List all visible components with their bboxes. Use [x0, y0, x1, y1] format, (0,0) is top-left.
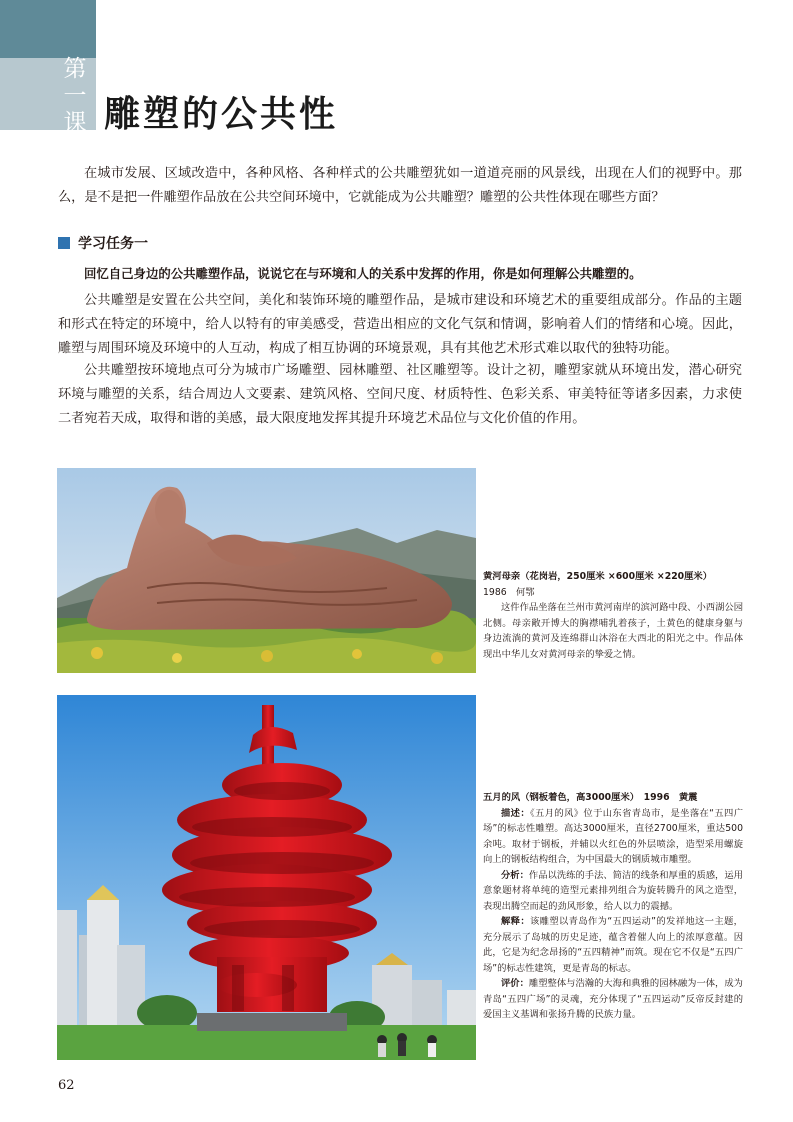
- section-heading-label: 学习任务一: [78, 236, 148, 252]
- figure2-caption: [483, 790, 743, 1023]
- page-title: 雕塑的公共性: [104, 93, 339, 135]
- figure1-meta: 1986 何鄂: [483, 586, 535, 598]
- figure2-section: [483, 806, 743, 868]
- body-paragraph: 公共雕塑是安置在公共空间，美化和装饰环境的雕塑作品，是城市建设和环境艺术的重要组成部分。作品的主题和形式在特定的环境中，给人以特有的审美感受，营造出相应的文化气氛和情调，影响着人们的情绪和心境。因此，雕塑与周围环境及环境中的人互动，构成了相互协调的环境景观，具有其他艺术形式难以取代的独特功能。: [58, 293, 742, 356]
- figure2-section-label: 描述：: [501, 807, 531, 819]
- figure2-section-label: 分析：: [501, 869, 529, 881]
- intro-paragraph: 在城市发展、区域改造中，各种风格、各种样式的公共雕塑犹如一道道亮丽的风景线，出现在人们的视野中。那么，是不是把一件雕塑作品放在公共空间环境中，它就能成为公共雕塑？雕塑的公共性体现在哪些方面？: [58, 166, 742, 205]
- figure2-section-label: 解释：: [501, 916, 530, 927]
- figure1-title: 黄河母亲（花岗岩，250厘米 ×600厘米 ×220厘米）: [483, 571, 713, 582]
- lesson-char: 一: [63, 83, 87, 109]
- may-wind-photo: [57, 695, 476, 1060]
- figure2-section-text: 作品以洗练的手法、简洁的线条和厚重的质感，运用意象题材将单纯的造型元素排列组合为旋转腾升的风之造型，表现出腾空而起的劲风形象，给人以力的震撼。: [483, 869, 743, 912]
- figure1-caption: [483, 569, 743, 662]
- page-number: 62: [58, 1078, 75, 1093]
- figure2-section-text: 该雕塑以青岛作为“五四运动”的发祥地这一主题，充分展示了岛城的历史足迹，蕴含着催人向上的浓厚意蕴。因此，它是为纪念昂扬的“五四精神”而筑。现在它不仅是“五四广场”的标志性建筑，更是青岛的标志。: [483, 916, 743, 974]
- figure2-section-text: 《五月的风》位于山东省青岛市，是坐落在“五四广场”的标志性雕塑。高达3000厘米，直径2700厘米，重达500余吨。取材于钢板，并辅以火红色的外层喷涂，造型采用螺旋向上的钢板结构组合，为中国最大的钢质城市雕塑。: [483, 807, 743, 865]
- body-paragraph: 公共雕塑按环境地点可分为城市广场雕塑、园林雕塑、社区雕塑等。设计之初，雕塑家就从环境出发，潜心研究环境与雕塑的关系，结合周边人文要素、建筑风格、空间尺度、材质特性、色彩关系、审美特征等诸多因素，力求使二者宛若天成，取得和谐的美感，最大限度地发挥其提升环境艺术品位与文化价值的作用。: [58, 363, 742, 426]
- yellow-river-mother-photo: [57, 468, 476, 673]
- lesson-char: 课: [63, 110, 87, 136]
- figure2-section: [483, 976, 743, 1023]
- lesson-number-vertical: [58, 56, 92, 137]
- square-bullet-icon: [58, 237, 70, 249]
- task-question: 回忆自己身边的公共雕塑作品，说说它在与环境和人的关系中发挥的作用，你是如何理解公共雕塑的。: [84, 266, 642, 281]
- figure2-section-text: 雕塑整体与浩瀚的大海和典雅的园林融为一体，成为青岛“五四广场”的灵魂，充分体现了“五四运动”反帝反封建的爱国主义基调和张扬升腾的民族力量。: [483, 978, 743, 1020]
- lesson-header-block-dark: [0, 0, 96, 58]
- section-heading: [58, 233, 148, 253]
- figure2-section: [483, 868, 743, 915]
- figure2-section: [483, 914, 743, 976]
- lesson-char: 第: [63, 56, 87, 82]
- figure2-section-label: 评价：: [501, 978, 529, 989]
- figure2-title: 五月的风（钢板着色，高3000厘米） 1996 黄震: [483, 792, 698, 803]
- figure1-description: 这件作品坐落在兰州市黄河南岸的滨河路中段、小西湖公园北侧。母亲敞开博大的胸襟哺乳着孩子，土黄色的健康身躯与身边流淌的黄河及连绵群山沐浴在大西北的阳光之中。作品体现出中华儿女对黄河母亲的挚爱之情。: [483, 602, 743, 660]
